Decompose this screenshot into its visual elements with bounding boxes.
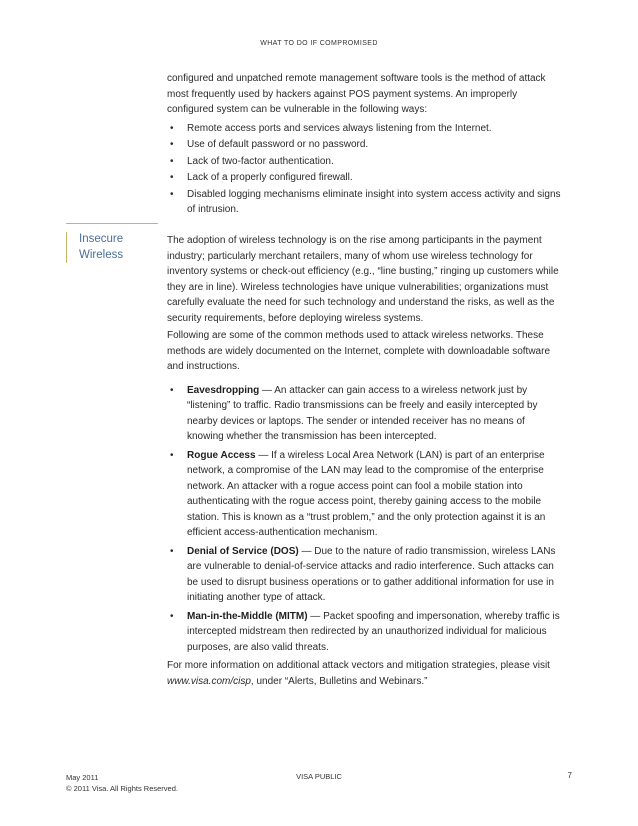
attack-term: Rogue Access xyxy=(187,449,256,461)
attack-method-list xyxy=(167,383,563,656)
attack-term: Man-in-the-Middle (MITM) xyxy=(187,610,308,622)
wireless-paragraph-2: Following are some of the common methods used to attack wireless networks. These methods are widely documented on the Internet, complete with downloadable software and instructions. xyxy=(167,330,551,372)
wireless-section-body xyxy=(167,233,563,689)
list-item: • Denial of Service (DOS) — Due to the nature of radio transmission, wireless LANs are vulnerable to denial-of-service attacks and radio interference. Such attacks can be used to disrupt business operations or to gather additional information for use in initiating another type of attack. xyxy=(170,545,556,603)
bullet-icon: • xyxy=(170,188,174,200)
closing-paragraph: For more information on additional attack vectors and mitigation strategies, please visit www.visa.com/cisp, under “Alerts, Bulletins and Webinars.” xyxy=(167,660,550,687)
attack-term: Denial of Service (DOS) xyxy=(187,545,299,557)
section-heading xyxy=(66,232,167,263)
running-header: WHAT TO DO IF COMPROMISED xyxy=(260,40,378,47)
cisp-link[interactable]: www.visa.com/cisp xyxy=(167,675,251,687)
footer-date: May 2011 xyxy=(66,773,99,782)
intro-paragraph: configured and unpatched remote management software tools is the method of attack most frequently used by hackers against POS payment systems. An improperly configured system can be vulnerable in the following ways: xyxy=(167,73,546,115)
list-item: • Lack of two-factor authentication. xyxy=(167,154,563,170)
bullet-icon: • xyxy=(170,449,174,461)
footer-copyright: © 2011 Visa. All Rights Reserved. xyxy=(66,784,178,793)
bullet-icon: • xyxy=(170,384,174,396)
section-divider xyxy=(66,223,158,224)
attack-term: Eavesdropping xyxy=(187,384,260,396)
bullet-icon: • xyxy=(170,172,174,183)
list-item: • Disabled logging mechanisms eliminate insight into system access activity and signs of intrusion. xyxy=(170,188,561,215)
section-heading-line-2: Wireless xyxy=(79,248,124,261)
page-number: 7 xyxy=(567,771,572,780)
bullet-icon: • xyxy=(170,139,174,150)
bullet-icon: • xyxy=(170,545,174,557)
intro-block xyxy=(167,71,563,219)
list-item: • Remote access ports and services always listening from the Internet. xyxy=(167,121,563,137)
bullet-icon: • xyxy=(170,122,174,134)
list-item: • Lack of a properly configured firewall. xyxy=(167,170,563,186)
list-item: • Eavesdropping — An attacker can gain access to a wireless network just by “listening” to traffic. Radio transmissions can be freely and easily intercepted by nearby devices or laptops. The sender or intended receiver has no means of knowing whether the transmission has been intercepted. xyxy=(170,384,538,442)
intro-bullet-list xyxy=(167,121,563,218)
list-item: • Rogue Access — If a wireless Local Area Network (LAN) is part of an enterprise network, a compromise of the LAN may lead to the compromise of the enterprise network. An attacker with a rogue access point can fool a mobile station into authenticating with the rogue access point, thereby gaining access to the mobile station. This is known as a “trust problem,” and the only protection against it is an efficient access-authentication mechanism. xyxy=(170,449,546,538)
bullet-icon: • xyxy=(170,610,174,622)
bullet-icon: • xyxy=(170,155,174,167)
list-item: • Man-in-the-Middle (MITM) — Packet spoofing and impersonation, whereby traffic is intercepted midstream then redirected by an unauthorized individual for malicious purposes, are also valid threats. xyxy=(170,610,560,653)
wireless-paragraph-1: The adoption of wireless technology is on the rise among participants in the payment industry; particularly merchant retailers, many of whom use wireless technology for inventory systems or check-out efficiency (e.g., “line busting,” ringing up customers while they are in line). Wireless technologies have unique vulnerabilities; organizations must carefully evaluate the need for such technology and understand the risks, as well as the security requirements, before deploying wireless systems. xyxy=(167,235,559,324)
section-heading-line-1: Insecure xyxy=(79,233,124,245)
list-item: • Use of default password or no password. xyxy=(167,137,563,153)
footer-classification: VISA PUBLIC xyxy=(296,772,342,781)
